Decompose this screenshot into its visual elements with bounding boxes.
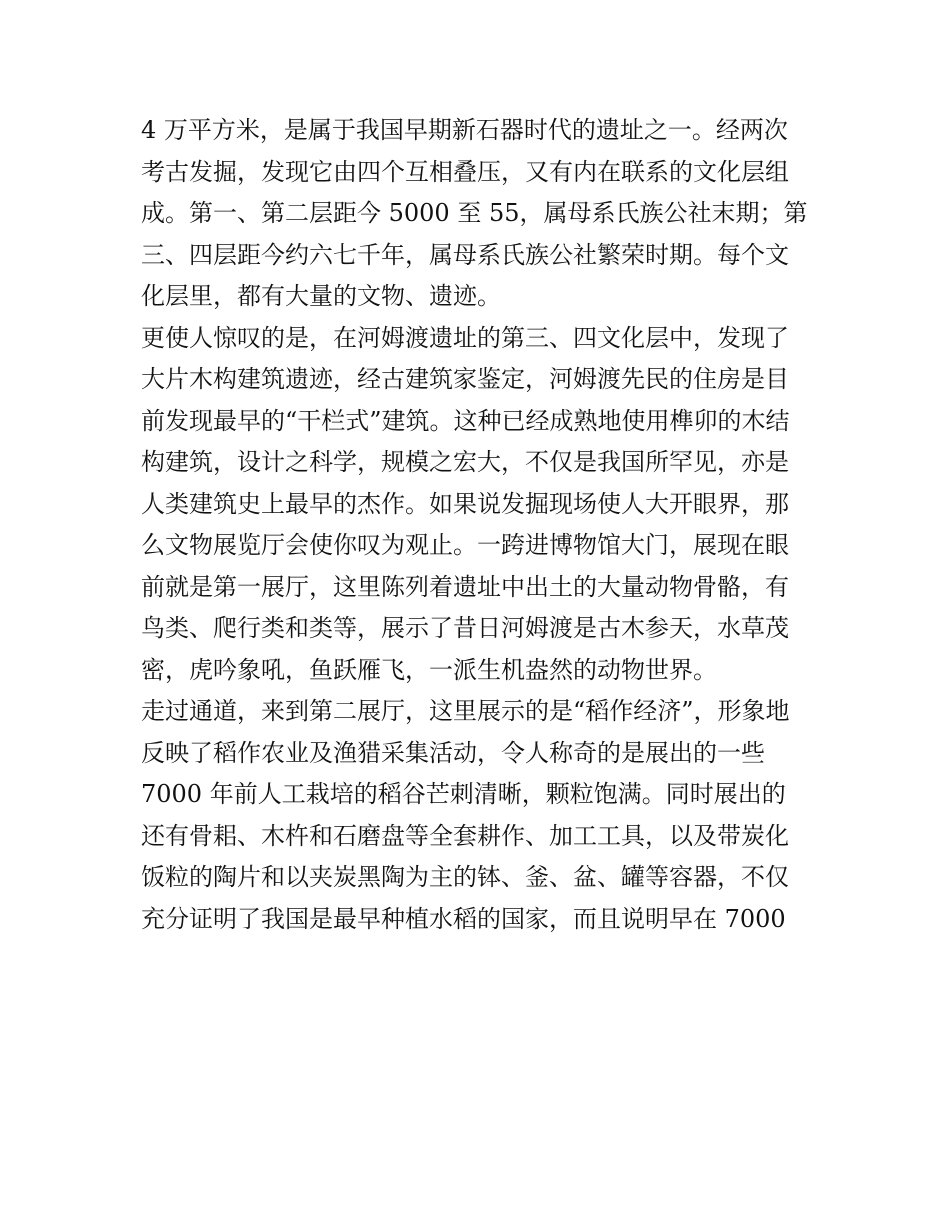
paragraph-1	[141, 110, 813, 318]
paragraph-2	[141, 318, 813, 692]
text-line: 饭粒的陶片和以夹炭黑陶为主的钵、釜、盆、罐等容器，不仅	[141, 863, 789, 891]
text-line: 大片木构建筑遗迹，经古建筑家鉴定，河姆渡先民的住房是目	[141, 365, 789, 393]
text-line: 成。第一、第二层距今 5000 至 55，属母系氏族公社末期；第	[141, 199, 808, 227]
text-line: 人类建筑史上最早的杰作。如果说发掘现场使人大开眼界，那	[141, 489, 789, 518]
text-line: 前发现最早的“干栏式”建筑。这种已经成熟地使用榫卯的木结	[141, 406, 790, 435]
text-line: 三、四层距今约六七千年，属母系氏族公社繁荣时期。每个文	[141, 240, 789, 269]
text-line: 反映了稻作农业及渔猎采集活动，令人称奇的是展出的一些	[141, 738, 765, 767]
text-line: 7000 年前人工栽培的稻谷芒刺清晰，颗粒饱满。同时展出的	[141, 780, 786, 808]
document-body	[141, 110, 813, 940]
text-line: 考古发掘，发现它由四个互相叠压，又有内在联系的文化层组	[141, 157, 789, 186]
text-line: 4 万平方米，是属于我国早期新石器时代的遗址之一。经两次	[141, 116, 788, 144]
text-line: 前就是第一展厅，这里陈列着遗址中出土的大量动物骨骼，有	[141, 572, 789, 601]
text-line: 么文物展览厅会使你叹为观止。一跨进博物馆大门，展现在眼	[141, 531, 789, 559]
text-line: 还有骨耜、木杵和石磨盘等全套耕作、加工工具，以及带炭化	[141, 821, 789, 850]
text-line: 走过通道，来到第二展厅，这里展示的是“稻作经济”，形象地	[141, 697, 790, 725]
text-line: 密，虎吟象吼，鱼跃雁飞，一派生机盎然的动物世界。	[141, 655, 717, 684]
text-line: 化层里，都有大量的文物、遗迹。	[141, 282, 501, 310]
text-line: 鸟类、爬行类和类等，展示了昔日河姆渡是古木参天，水草茂	[141, 614, 789, 642]
paragraph-3	[141, 691, 813, 940]
text-line: 更使人惊叹的是，在河姆渡遗址的第三、四文化层中，发现了	[141, 323, 789, 352]
text-line: 构建筑，设计之科学，规模之宏大，不仅是我国所罕见，亦是	[141, 448, 789, 476]
text-line: 充分证明了我国是最早种植水稻的国家，而且说明早在 7000	[141, 904, 786, 933]
